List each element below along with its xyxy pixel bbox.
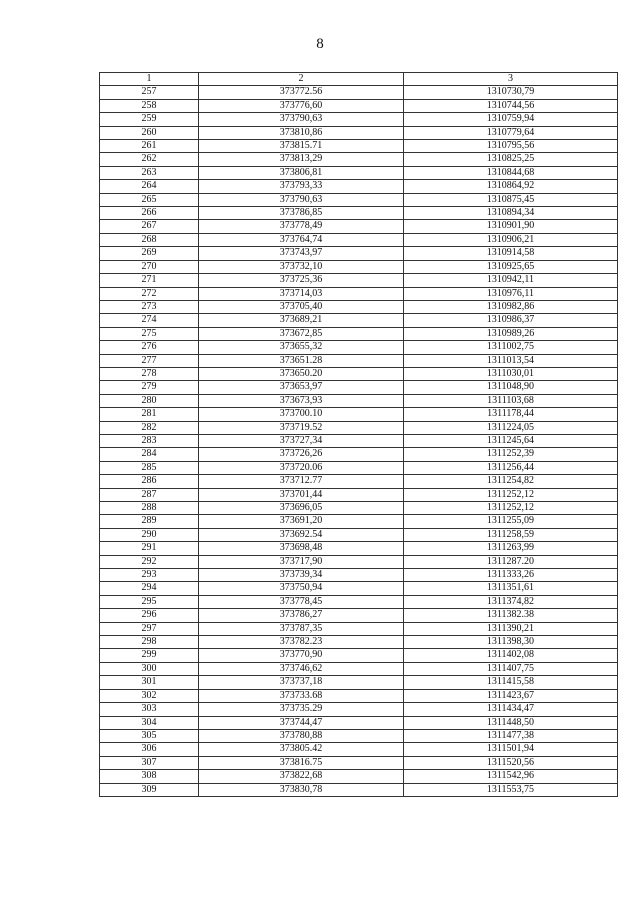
x-coordinate-cell: 373810,86 bbox=[199, 126, 404, 139]
point-number-cell: 287 bbox=[100, 488, 199, 501]
table-row bbox=[100, 354, 618, 367]
y-coordinate-cell: 1311374,82 bbox=[404, 595, 618, 608]
point-number-cell: 266 bbox=[100, 207, 199, 220]
table-row bbox=[100, 703, 618, 716]
y-coordinate-cell: 1310894,34 bbox=[404, 207, 618, 220]
point-number-cell: 264 bbox=[100, 180, 199, 193]
table-row bbox=[100, 86, 618, 99]
y-coordinate-cell: 1310976,11 bbox=[404, 287, 618, 300]
table-row bbox=[100, 367, 618, 380]
y-coordinate-cell: 1310942,11 bbox=[404, 274, 618, 287]
point-number-cell: 262 bbox=[100, 153, 199, 166]
table-row bbox=[100, 381, 618, 394]
x-coordinate-cell: 373778,45 bbox=[199, 595, 404, 608]
y-coordinate-cell: 1311423,67 bbox=[404, 689, 618, 702]
x-coordinate-cell: 373691,20 bbox=[199, 515, 404, 528]
x-coordinate-cell: 373816.75 bbox=[199, 756, 404, 769]
table-row bbox=[100, 166, 618, 179]
point-number-cell: 299 bbox=[100, 649, 199, 662]
x-coordinate-cell: 373815.71 bbox=[199, 140, 404, 153]
y-coordinate-cell: 1311448,50 bbox=[404, 716, 618, 729]
point-number-cell: 283 bbox=[100, 434, 199, 447]
table-row bbox=[100, 193, 618, 206]
y-coordinate-cell: 1310795,56 bbox=[404, 140, 618, 153]
column-header: 3 bbox=[404, 73, 618, 86]
table-row bbox=[100, 475, 618, 488]
point-number-cell: 259 bbox=[100, 113, 199, 126]
point-number-cell: 294 bbox=[100, 582, 199, 595]
table-row bbox=[100, 408, 618, 421]
point-number-cell: 271 bbox=[100, 274, 199, 287]
x-coordinate-cell: 373786,85 bbox=[199, 207, 404, 220]
y-coordinate-cell: 1311542,96 bbox=[404, 770, 618, 783]
y-coordinate-cell: 1311390,21 bbox=[404, 622, 618, 635]
point-number-cell: 274 bbox=[100, 314, 199, 327]
point-number-cell: 296 bbox=[100, 609, 199, 622]
table-row bbox=[100, 113, 618, 126]
point-number-cell: 268 bbox=[100, 233, 199, 246]
y-coordinate-cell: 1310986,37 bbox=[404, 314, 618, 327]
y-coordinate-cell: 1311030,01 bbox=[404, 367, 618, 380]
y-coordinate-cell: 1310982,86 bbox=[404, 300, 618, 313]
y-coordinate-cell: 1310779,64 bbox=[404, 126, 618, 139]
table-row bbox=[100, 341, 618, 354]
point-number-cell: 306 bbox=[100, 743, 199, 756]
y-coordinate-cell: 1311520,56 bbox=[404, 756, 618, 769]
table-row bbox=[100, 609, 618, 622]
table-row bbox=[100, 233, 618, 246]
table-row bbox=[100, 582, 618, 595]
point-number-cell: 309 bbox=[100, 783, 199, 796]
x-coordinate-cell: 373727,34 bbox=[199, 434, 404, 447]
x-coordinate-cell: 373701,44 bbox=[199, 488, 404, 501]
x-coordinate-cell: 373746,62 bbox=[199, 662, 404, 675]
y-coordinate-cell: 1311333,26 bbox=[404, 569, 618, 582]
y-coordinate-cell: 1311002,75 bbox=[404, 341, 618, 354]
x-coordinate-cell: 373653,97 bbox=[199, 381, 404, 394]
x-coordinate-cell: 373739,34 bbox=[199, 569, 404, 582]
y-coordinate-cell: 1310989,26 bbox=[404, 327, 618, 340]
x-coordinate-cell: 373813,29 bbox=[199, 153, 404, 166]
x-coordinate-cell: 373732,10 bbox=[199, 260, 404, 273]
point-number-cell: 295 bbox=[100, 595, 199, 608]
y-coordinate-cell: 1310759,94 bbox=[404, 113, 618, 126]
point-number-cell: 286 bbox=[100, 475, 199, 488]
table-row bbox=[100, 515, 618, 528]
table-row bbox=[100, 528, 618, 541]
x-coordinate-cell: 373764,74 bbox=[199, 233, 404, 246]
y-coordinate-cell: 1311245,64 bbox=[404, 434, 618, 447]
point-number-cell: 260 bbox=[100, 126, 199, 139]
y-coordinate-cell: 1310875,45 bbox=[404, 193, 618, 206]
point-number-cell: 281 bbox=[100, 408, 199, 421]
table-row bbox=[100, 502, 618, 515]
point-number-cell: 261 bbox=[100, 140, 199, 153]
table-row bbox=[100, 260, 618, 273]
table-row bbox=[100, 622, 618, 635]
column-header: 1 bbox=[100, 73, 199, 86]
y-coordinate-cell: 1311252,12 bbox=[404, 488, 618, 501]
table-row bbox=[100, 716, 618, 729]
y-coordinate-cell: 1311255,09 bbox=[404, 515, 618, 528]
table-row bbox=[100, 636, 618, 649]
point-number-cell: 269 bbox=[100, 247, 199, 260]
x-coordinate-cell: 373726,26 bbox=[199, 448, 404, 461]
y-coordinate-cell: 1311178,44 bbox=[404, 408, 618, 421]
y-coordinate-cell: 1310844,68 bbox=[404, 166, 618, 179]
table-row bbox=[100, 314, 618, 327]
y-coordinate-cell: 1311252,12 bbox=[404, 502, 618, 515]
x-coordinate-cell: 373689,21 bbox=[199, 314, 404, 327]
y-coordinate-cell: 1311553,75 bbox=[404, 783, 618, 796]
point-number-cell: 278 bbox=[100, 367, 199, 380]
point-number-cell: 257 bbox=[100, 86, 199, 99]
x-coordinate-cell: 373744,47 bbox=[199, 716, 404, 729]
point-number-cell: 282 bbox=[100, 421, 199, 434]
y-coordinate-cell: 1310914,58 bbox=[404, 247, 618, 260]
y-coordinate-cell: 1311407,75 bbox=[404, 662, 618, 675]
table-row bbox=[100, 756, 618, 769]
y-coordinate-cell: 1311415,58 bbox=[404, 676, 618, 689]
table-body bbox=[100, 86, 618, 797]
y-coordinate-cell: 1311398,30 bbox=[404, 636, 618, 649]
y-coordinate-cell: 1311103,68 bbox=[404, 394, 618, 407]
x-coordinate-cell: 373712.77 bbox=[199, 475, 404, 488]
y-coordinate-cell: 1311434,47 bbox=[404, 703, 618, 716]
y-coordinate-cell: 1310864,92 bbox=[404, 180, 618, 193]
table-row bbox=[100, 649, 618, 662]
x-coordinate-cell: 373650.20 bbox=[199, 367, 404, 380]
point-number-cell: 302 bbox=[100, 689, 199, 702]
x-coordinate-cell: 373737,18 bbox=[199, 676, 404, 689]
x-coordinate-cell: 373735.29 bbox=[199, 703, 404, 716]
x-coordinate-cell: 373743,97 bbox=[199, 247, 404, 260]
page-number: 8 bbox=[316, 36, 324, 52]
x-coordinate-cell: 373776,60 bbox=[199, 99, 404, 112]
y-coordinate-cell: 1311501,94 bbox=[404, 743, 618, 756]
point-number-cell: 258 bbox=[100, 99, 199, 112]
table-row bbox=[100, 676, 618, 689]
point-number-cell: 276 bbox=[100, 341, 199, 354]
y-coordinate-cell: 1310925,65 bbox=[404, 260, 618, 273]
coordinates-table bbox=[99, 72, 618, 797]
x-coordinate-cell: 373672,85 bbox=[199, 327, 404, 340]
x-coordinate-cell: 373673,93 bbox=[199, 394, 404, 407]
table-row bbox=[100, 555, 618, 568]
x-coordinate-cell: 373790,63 bbox=[199, 193, 404, 206]
x-coordinate-cell: 373782.23 bbox=[199, 636, 404, 649]
point-number-cell: 272 bbox=[100, 287, 199, 300]
x-coordinate-cell: 373719.52 bbox=[199, 421, 404, 434]
table-row bbox=[100, 153, 618, 166]
table-row bbox=[100, 434, 618, 447]
table-row bbox=[100, 180, 618, 193]
y-coordinate-cell: 1311382.38 bbox=[404, 609, 618, 622]
y-coordinate-cell: 1311258,59 bbox=[404, 528, 618, 541]
table-row bbox=[100, 595, 618, 608]
x-coordinate-cell: 373786,27 bbox=[199, 609, 404, 622]
x-coordinate-cell: 373700.10 bbox=[199, 408, 404, 421]
table-row bbox=[100, 783, 618, 796]
table-row bbox=[100, 274, 618, 287]
point-number-cell: 277 bbox=[100, 354, 199, 367]
x-coordinate-cell: 373787,35 bbox=[199, 622, 404, 635]
point-number-cell: 290 bbox=[100, 528, 199, 541]
x-coordinate-cell: 373805.42 bbox=[199, 743, 404, 756]
x-coordinate-cell: 373725,36 bbox=[199, 274, 404, 287]
x-coordinate-cell: 373778,49 bbox=[199, 220, 404, 233]
table-row bbox=[100, 300, 618, 313]
x-coordinate-cell: 373830,78 bbox=[199, 783, 404, 796]
table-row bbox=[100, 729, 618, 742]
table-header-row bbox=[100, 73, 618, 86]
y-coordinate-cell: 1311287.20 bbox=[404, 555, 618, 568]
table-row bbox=[100, 569, 618, 582]
table-row bbox=[100, 542, 618, 555]
table-row bbox=[100, 126, 618, 139]
x-coordinate-cell: 373793,33 bbox=[199, 180, 404, 193]
point-number-cell: 298 bbox=[100, 636, 199, 649]
table-row bbox=[100, 99, 618, 112]
x-coordinate-cell: 373806,81 bbox=[199, 166, 404, 179]
y-coordinate-cell: 1311252,39 bbox=[404, 448, 618, 461]
x-coordinate-cell: 373733.68 bbox=[199, 689, 404, 702]
y-coordinate-cell: 1310901,90 bbox=[404, 220, 618, 233]
x-coordinate-cell: 373772.56 bbox=[199, 86, 404, 99]
y-coordinate-cell: 1311263,99 bbox=[404, 542, 618, 555]
x-coordinate-cell: 373655,32 bbox=[199, 341, 404, 354]
table-row bbox=[100, 207, 618, 220]
table-row bbox=[100, 327, 618, 340]
point-number-cell: 267 bbox=[100, 220, 199, 233]
table-row bbox=[100, 287, 618, 300]
x-coordinate-cell: 373714,03 bbox=[199, 287, 404, 300]
point-number-cell: 270 bbox=[100, 260, 199, 273]
y-coordinate-cell: 1311013,54 bbox=[404, 354, 618, 367]
y-coordinate-cell: 1310825,25 bbox=[404, 153, 618, 166]
x-coordinate-cell: 373770,90 bbox=[199, 649, 404, 662]
point-number-cell: 280 bbox=[100, 394, 199, 407]
point-number-cell: 275 bbox=[100, 327, 199, 340]
point-number-cell: 304 bbox=[100, 716, 199, 729]
point-number-cell: 293 bbox=[100, 569, 199, 582]
point-number-cell: 273 bbox=[100, 300, 199, 313]
table-row bbox=[100, 662, 618, 675]
y-coordinate-cell: 1311477,38 bbox=[404, 729, 618, 742]
table-row bbox=[100, 770, 618, 783]
point-number-cell: 288 bbox=[100, 502, 199, 515]
y-coordinate-cell: 1310730,79 bbox=[404, 86, 618, 99]
point-number-cell: 297 bbox=[100, 622, 199, 635]
y-coordinate-cell: 1310906,21 bbox=[404, 233, 618, 246]
point-number-cell: 305 bbox=[100, 729, 199, 742]
column-header: 2 bbox=[199, 73, 404, 86]
point-number-cell: 285 bbox=[100, 461, 199, 474]
point-number-cell: 265 bbox=[100, 193, 199, 206]
x-coordinate-cell: 373692.54 bbox=[199, 528, 404, 541]
table-row bbox=[100, 394, 618, 407]
x-coordinate-cell: 373780,88 bbox=[199, 729, 404, 742]
point-number-cell: 291 bbox=[100, 542, 199, 555]
x-coordinate-cell: 373717,90 bbox=[199, 555, 404, 568]
point-number-cell: 307 bbox=[100, 756, 199, 769]
table-row bbox=[100, 220, 618, 233]
y-coordinate-cell: 1311048,90 bbox=[404, 381, 618, 394]
y-coordinate-cell: 1310744,56 bbox=[404, 99, 618, 112]
x-coordinate-cell: 373790,63 bbox=[199, 113, 404, 126]
table-row bbox=[100, 247, 618, 260]
y-coordinate-cell: 1311224,05 bbox=[404, 421, 618, 434]
x-coordinate-cell: 373750,94 bbox=[199, 582, 404, 595]
point-number-cell: 308 bbox=[100, 770, 199, 783]
point-number-cell: 300 bbox=[100, 662, 199, 675]
point-number-cell: 301 bbox=[100, 676, 199, 689]
table-row bbox=[100, 743, 618, 756]
point-number-cell: 289 bbox=[100, 515, 199, 528]
table-row bbox=[100, 421, 618, 434]
table-row bbox=[100, 448, 618, 461]
y-coordinate-cell: 1311402,08 bbox=[404, 649, 618, 662]
table-row bbox=[100, 689, 618, 702]
point-number-cell: 263 bbox=[100, 166, 199, 179]
table-row bbox=[100, 488, 618, 501]
x-coordinate-cell: 373698,48 bbox=[199, 542, 404, 555]
table-row bbox=[100, 140, 618, 153]
point-number-cell: 279 bbox=[100, 381, 199, 394]
y-coordinate-cell: 1311351,61 bbox=[404, 582, 618, 595]
point-number-cell: 292 bbox=[100, 555, 199, 568]
x-coordinate-cell: 373651.28 bbox=[199, 354, 404, 367]
x-coordinate-cell: 373720.06 bbox=[199, 461, 404, 474]
y-coordinate-cell: 1311254,82 bbox=[404, 475, 618, 488]
x-coordinate-cell: 373822,68 bbox=[199, 770, 404, 783]
point-number-cell: 303 bbox=[100, 703, 199, 716]
y-coordinate-cell: 1311256,44 bbox=[404, 461, 618, 474]
point-number-cell: 284 bbox=[100, 448, 199, 461]
x-coordinate-cell: 373705,40 bbox=[199, 300, 404, 313]
table-row bbox=[100, 461, 618, 474]
x-coordinate-cell: 373696,05 bbox=[199, 502, 404, 515]
